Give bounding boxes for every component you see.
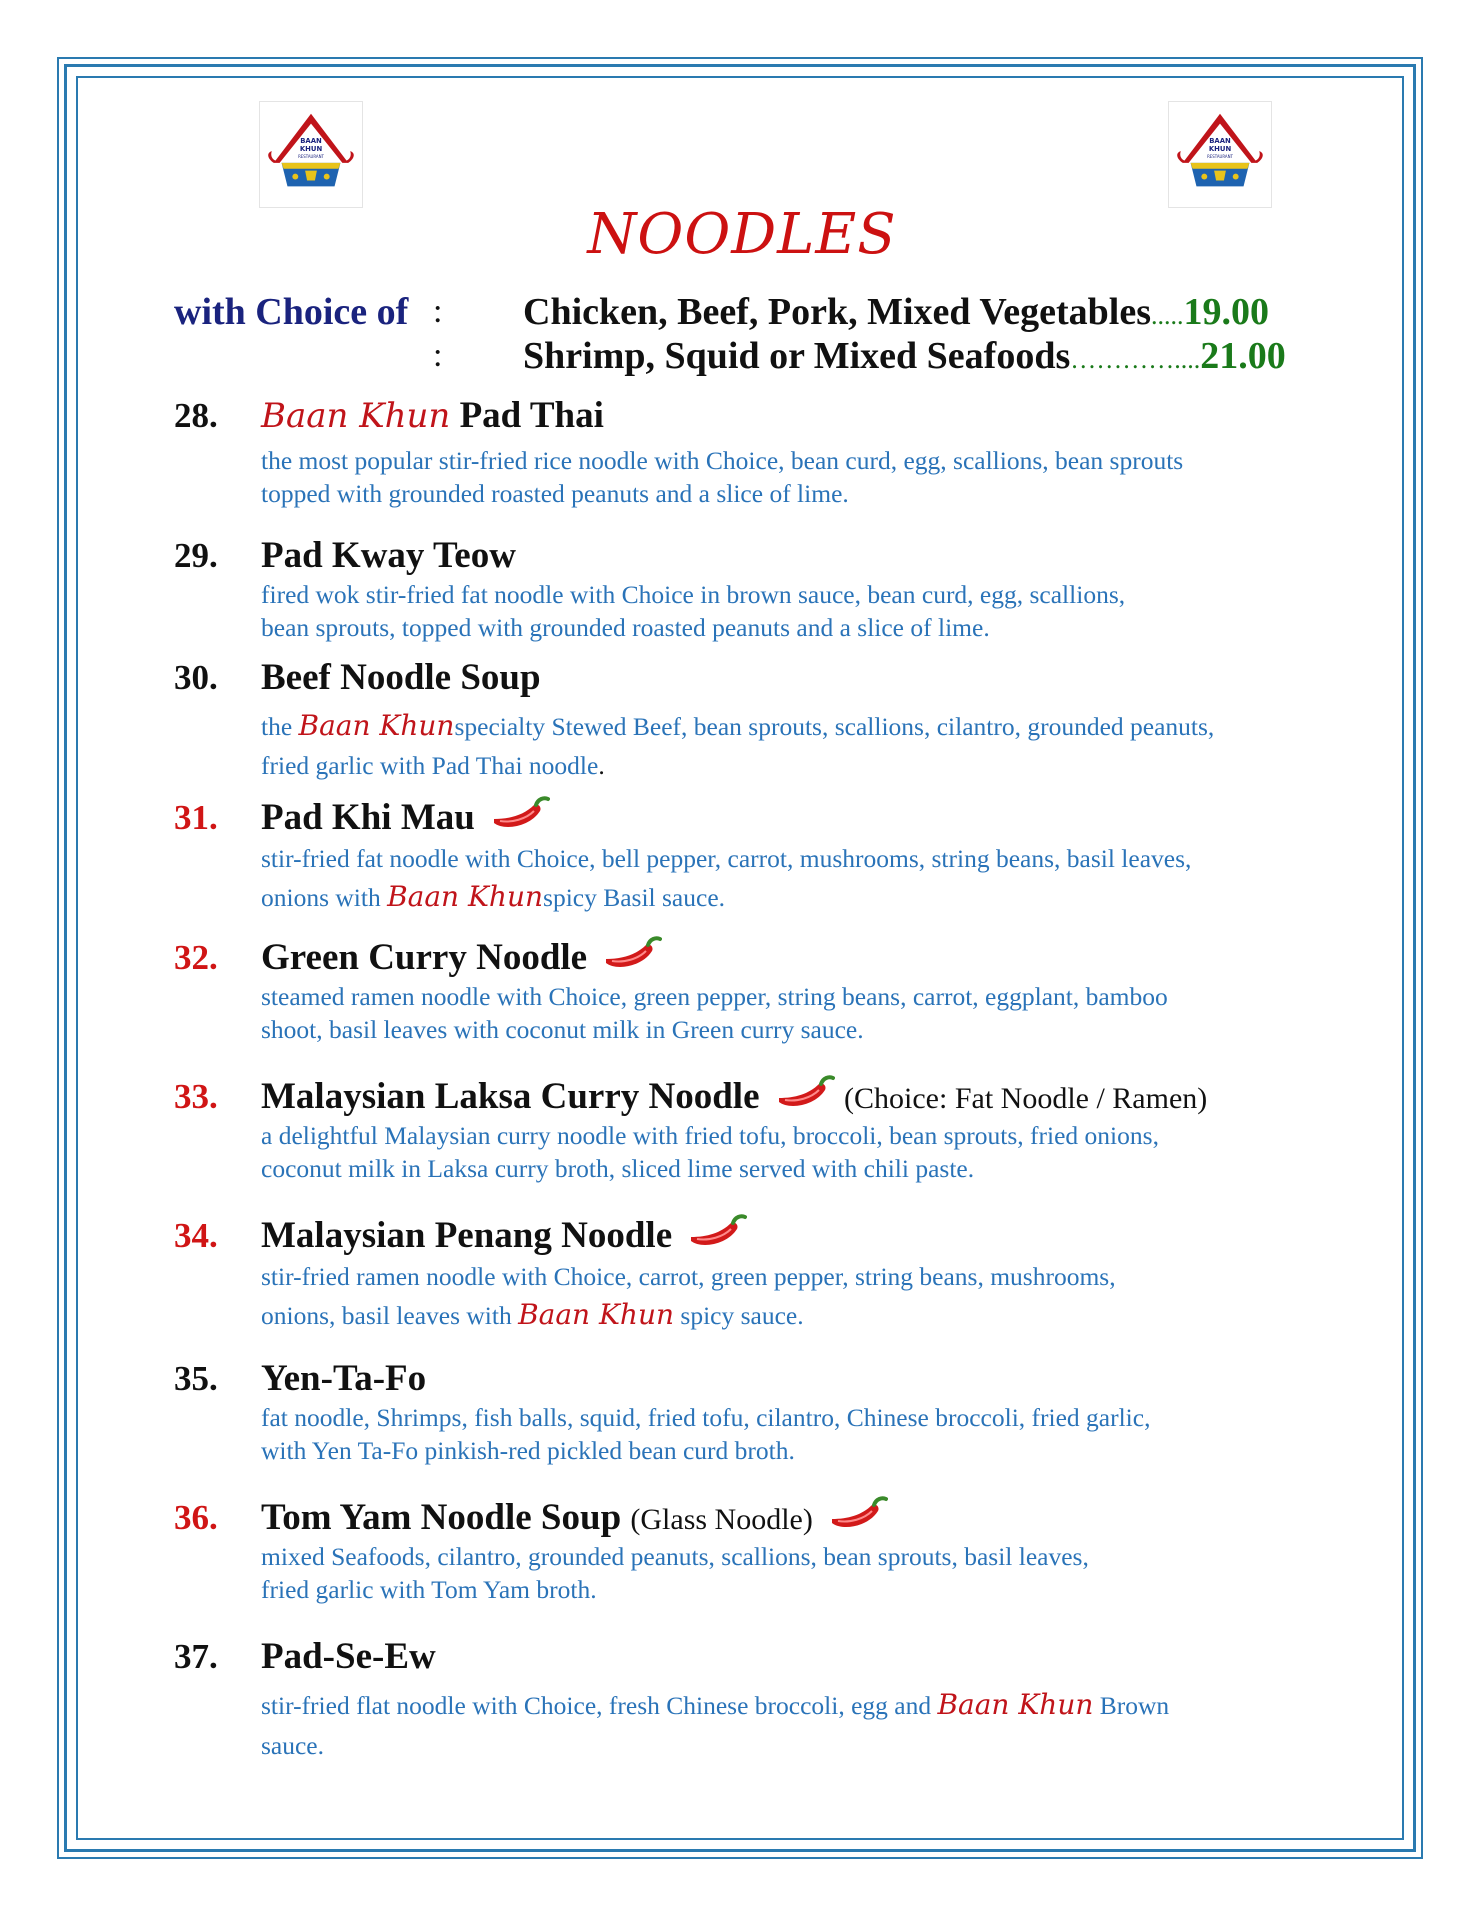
item-number: 29. [174, 536, 218, 575]
svg-text:BAAN: BAAN [1209, 137, 1231, 146]
desc-line [261, 1685, 1361, 1726]
item-name [261, 1214, 747, 1259]
item-name-text: Malaysian Laksa Curry Noodle [261, 1076, 760, 1117]
svg-text:RESTAURANT: RESTAURANT [1207, 153, 1233, 159]
choice-label: with Choice of [174, 291, 409, 333]
item-name: Pad Kway Teow [261, 535, 516, 576]
desc-line: shoot, basil leaves with coconut milk in Green curry sauce. [261, 1015, 864, 1044]
desc-line: a delightful Malaysian curry noodle with fried tofu, broccoli, bean sprouts, fried onions, [261, 1121, 1159, 1150]
item-name: Pad-Se-Ew [261, 1636, 436, 1677]
chili-pepper-icon [775, 1072, 835, 1112]
desc-line: steamed ramen noodle with Choice, green pepper, string beans, carrot, eggplant, bamboo [261, 982, 1168, 1011]
item-description [261, 1258, 1361, 1335]
brand-script: Baan Khun [518, 1298, 675, 1331]
desc-line: topped with grounded roasted peanuts and a slice of lime. [261, 479, 849, 508]
item-name [261, 796, 550, 841]
desc-line: the most popular stir-fried rice noodle with Choice, bean curd, egg, scallions, bean sprouts [261, 446, 1184, 475]
colon: : [433, 337, 443, 374]
item-name: Beef Noodle Soup [261, 657, 541, 698]
item-description [261, 444, 1361, 510]
desc-text: Brown [1099, 1691, 1170, 1720]
desc-text: spicy sauce. [680, 1301, 804, 1330]
restaurant-logo-left [259, 101, 363, 208]
price: 19.00 [1183, 291, 1270, 333]
item-number: 28. [174, 396, 218, 435]
item-description [261, 706, 1361, 785]
item-description [261, 1685, 1361, 1766]
svg-text:RESTAURANT: RESTAURANT [298, 153, 324, 159]
desc-text: fried garlic with Pad Thai noodle [261, 751, 599, 780]
item-number: 33. [174, 1077, 218, 1116]
choice-row-seafood [523, 334, 1286, 382]
colon: : [433, 293, 443, 330]
desc-line: fried garlic with Tom Yam broth. [261, 1575, 597, 1604]
desc-line: bean sprouts, topped with grounded roasted peanuts and a slice of lime. [261, 613, 990, 642]
item-description [261, 840, 1361, 917]
chili-pepper-icon [602, 933, 662, 973]
choice-text: Shrimp, Squid or Mixed Seafoods [523, 335, 1071, 377]
item-description [261, 1119, 1361, 1185]
desc-text: spicy Basil sauce. [543, 883, 726, 912]
item-note: (Glass Noodle) [630, 1503, 813, 1536]
item-name-text: Tom Yam Noodle Soup [261, 1497, 622, 1538]
choice-text: Chicken, Beef, Pork, Mixed Vegetables [523, 291, 1152, 333]
desc-text: onions, basil leaves with [261, 1301, 512, 1330]
desc-line [261, 878, 1361, 917]
desc-line: fat noodle, Shrimps, fish balls, squid, fried tofu, cilantro, Chinese broccoli, fried garlic, [261, 1403, 1151, 1432]
desc-line: stir-fried fat noodle with Choice, bell pepper, carrot, mushrooms, string beans, basil leaves, [261, 844, 1192, 873]
svg-text:KHUN: KHUN [299, 145, 323, 154]
desc-text: . [598, 751, 605, 780]
price: 21.00 [1200, 335, 1286, 377]
item-number: 30. [174, 658, 218, 697]
page-title: NOODLES [587, 202, 897, 267]
desc-line: stir-fried ramen noodle with Choice, carrot, green pepper, string beans, mushrooms, [261, 1262, 1116, 1291]
desc-line [261, 1296, 1361, 1335]
item-number: 35. [174, 1359, 218, 1398]
item-description [261, 1540, 1361, 1606]
item-name [261, 1496, 888, 1542]
item-name: Yen-Ta-Fo [261, 1358, 427, 1399]
item-name [261, 1075, 1207, 1121]
desc-line: sauce. [261, 1731, 325, 1760]
brand-script: Baan Khun [261, 396, 451, 436]
leader-dots: ………….... [1070, 345, 1201, 374]
item-note: (Choice: Fat Noodle / Ramen) [844, 1082, 1208, 1115]
svg-text:BAAN: BAAN [300, 137, 322, 146]
item-number: 32. [174, 938, 218, 977]
item-name-text: Pad Thai [459, 395, 604, 436]
svg-text:KHUN: KHUN [1208, 145, 1232, 154]
item-name [261, 394, 604, 438]
item-description [261, 1401, 1361, 1467]
desc-text: the [261, 712, 293, 741]
brand-script: Baan Khun [937, 1688, 1094, 1721]
desc-line: coconut milk in Laksa curry broth, sliced lime served with chili paste. [261, 1154, 975, 1183]
item-number: 37. [174, 1637, 218, 1676]
chili-pepper-icon [828, 1493, 888, 1533]
item-number: 31. [174, 798, 218, 837]
item-name-text: Malaysian Penang Noodle [261, 1215, 673, 1256]
desc-line [261, 746, 1361, 785]
leader-dots: ..... [1151, 301, 1184, 330]
restaurant-logo-right [1168, 101, 1272, 208]
brand-script: Baan Khun [387, 880, 544, 913]
desc-text: specialty Stewed Beef, bean sprouts, scallions, cilantro, grounded peanuts, [454, 712, 1215, 741]
desc-line: mixed Seafoods, cilantro, grounded peanuts, scallions, bean sprouts, basil leaves, [261, 1542, 1089, 1571]
desc-line: with Yen Ta-Fo pinkish-red pickled bean curd broth. [261, 1436, 795, 1465]
item-description [261, 980, 1361, 1046]
desc-line [261, 706, 1361, 746]
item-name-text: Green Curry Noodle [261, 937, 588, 978]
chili-pepper-icon [490, 793, 550, 833]
brand-script: Baan Khun [298, 709, 455, 742]
item-name-text: Pad Khi Mau [261, 797, 475, 838]
desc-text: onions with [261, 883, 381, 912]
chili-pepper-icon [687, 1211, 747, 1251]
item-number: 36. [174, 1498, 218, 1537]
choice-row-meat [523, 290, 1269, 338]
desc-text: stir-fried flat noodle with Choice, fresh Chinese broccoli, egg and [261, 1691, 932, 1720]
item-description [261, 578, 1361, 644]
desc-line: fired wok stir-fried fat noodle with Choice in brown sauce, bean curd, egg, scallions, [261, 580, 1126, 609]
item-number: 34. [174, 1216, 218, 1255]
item-name [261, 936, 662, 981]
